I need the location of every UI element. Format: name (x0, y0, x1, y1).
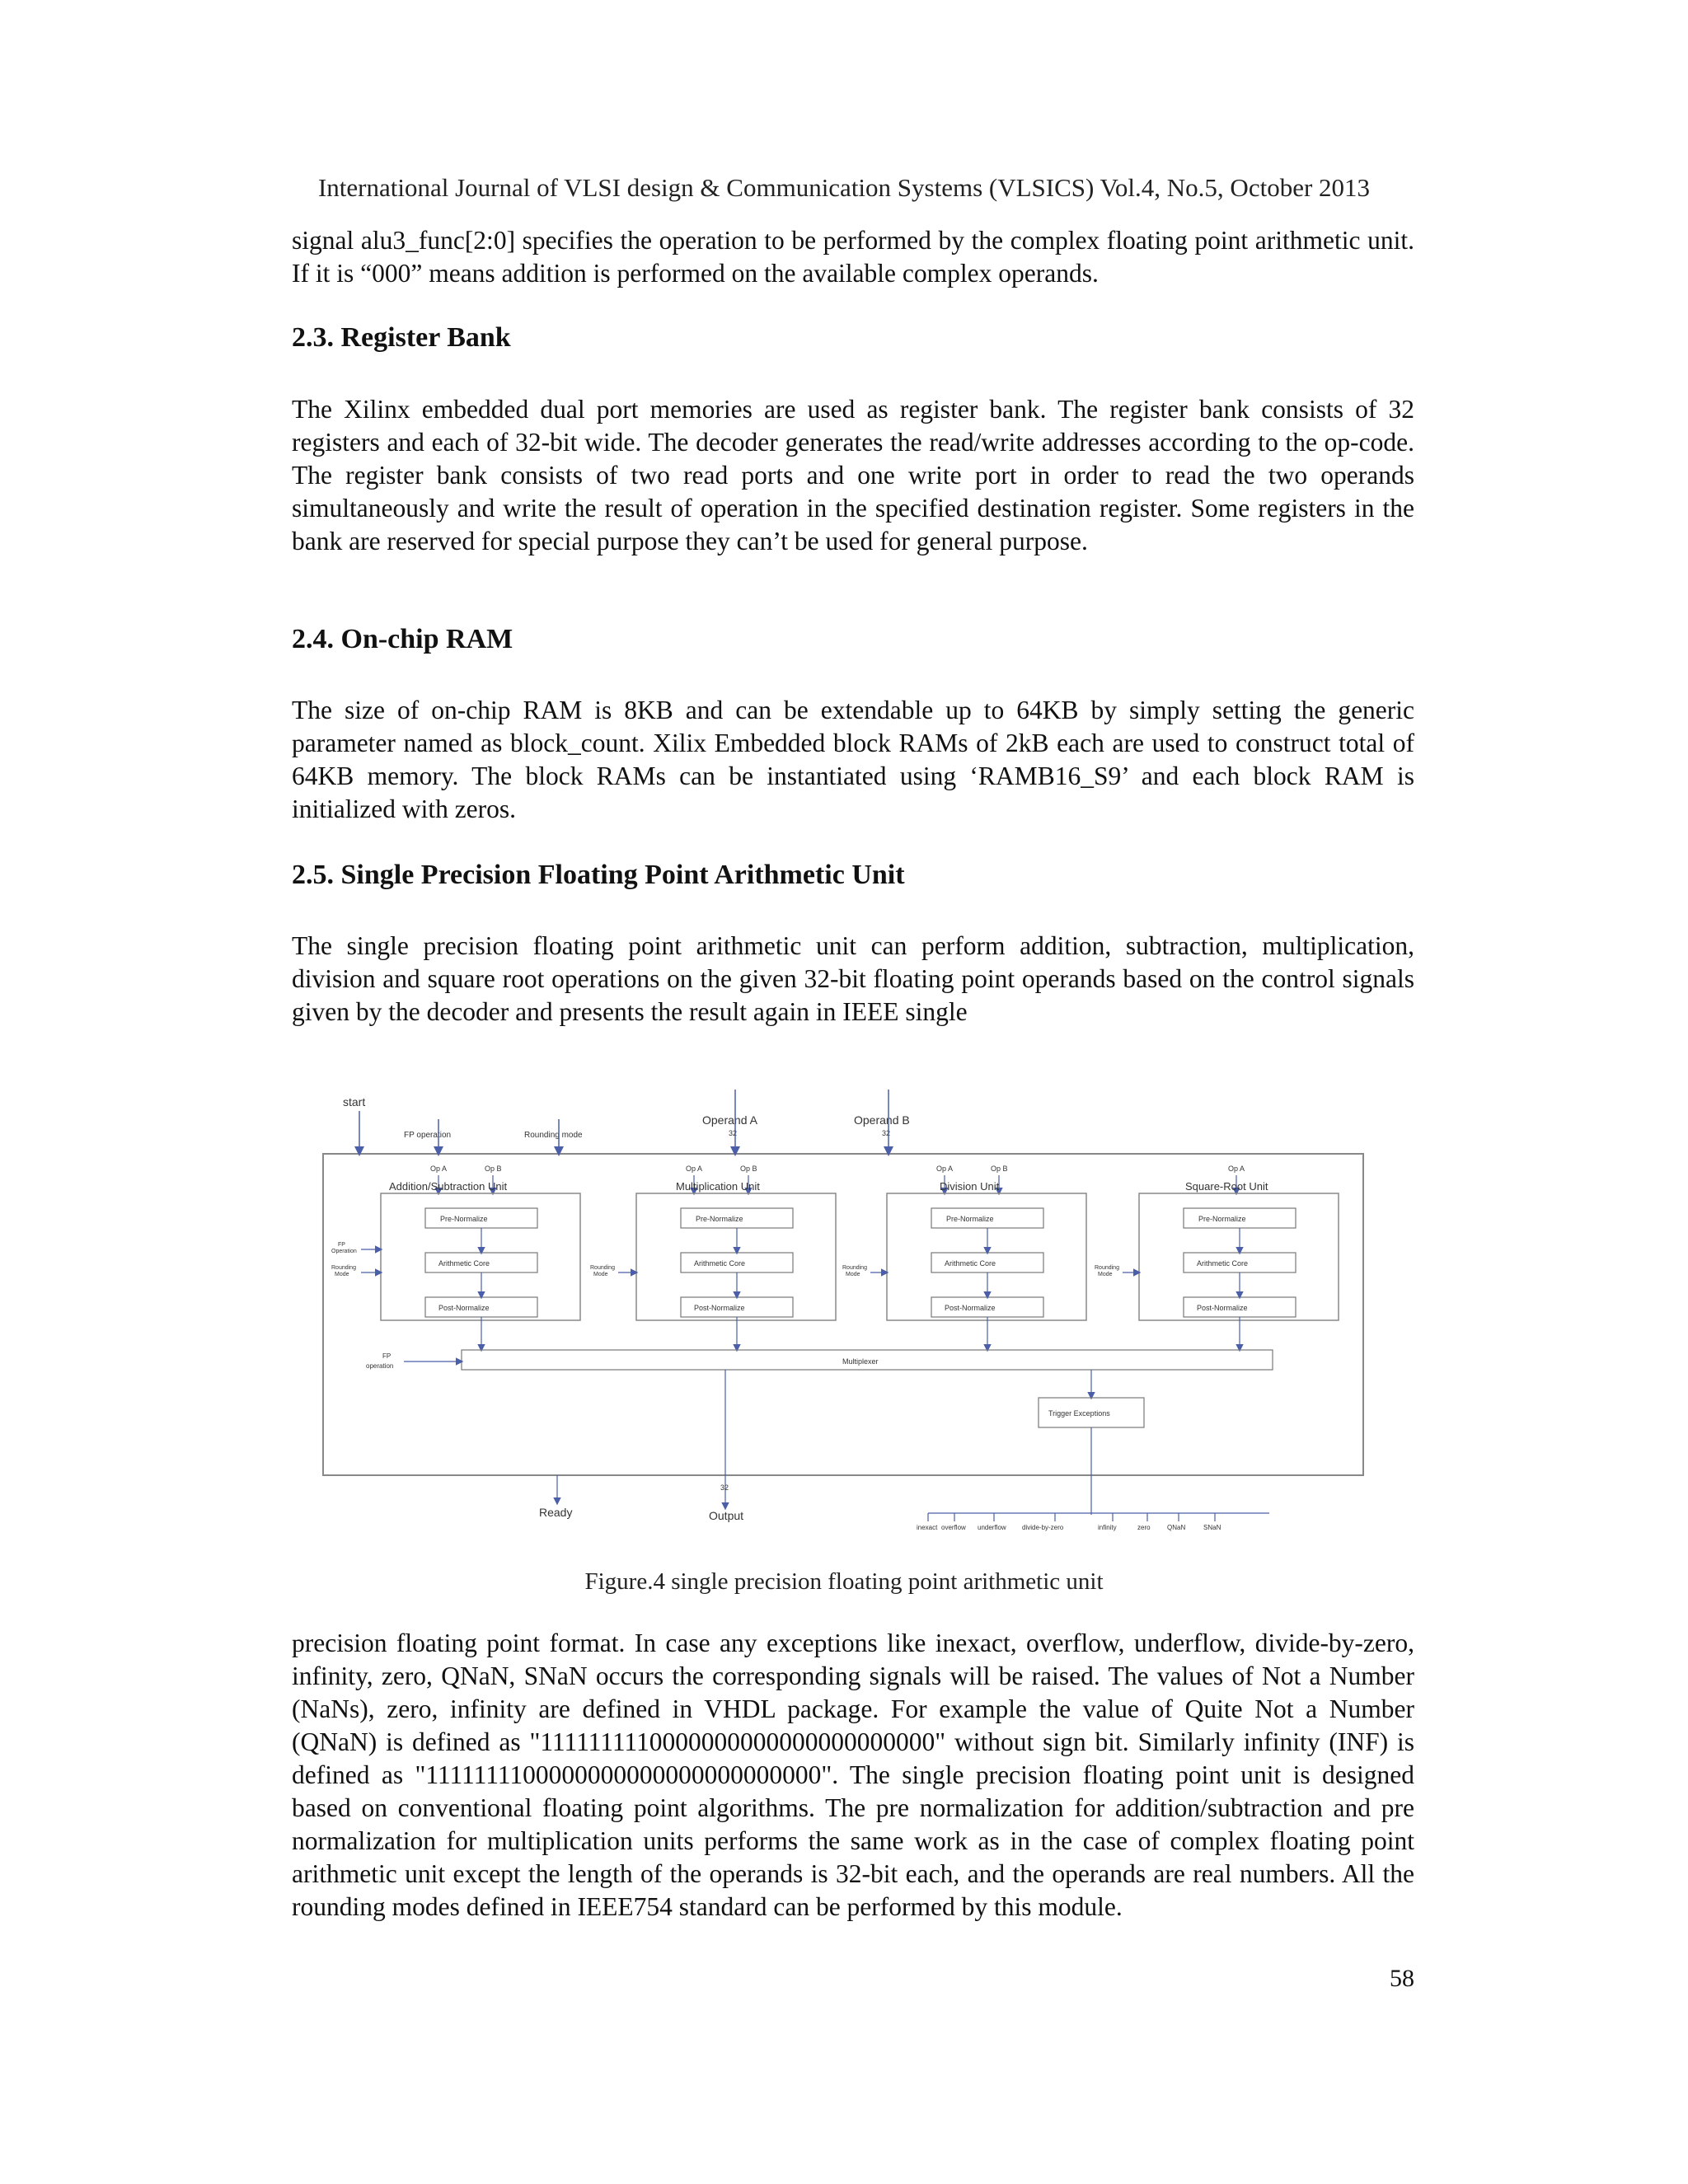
post-normalize-box: Post-Normalize (438, 1304, 490, 1312)
figure-caption: Figure.4 single precision floating point arithmetic unit (584, 1568, 1104, 1595)
mode-side-label: Mode (846, 1272, 860, 1277)
section-paragraph: The Xilinx embedded dual port memories are used as register bank. The register bank consists of 32 registers and each of 32-bit wide. The decoder generates the read/write addresses according to the op-code. The register bank consists of two read ports and one write port in order to read the two operands simultaneously and write the result of operation in the specified destination register. Some registers in the bank are reserved for special purpose they can’t be used for general purpose. (292, 395, 1414, 555)
op-a-label: Op A (936, 1165, 954, 1173)
closing-paragraph-block (292, 1627, 1414, 1924)
post-normalize-box: Post-Normalize (694, 1304, 745, 1312)
fp-side-label: FP (338, 1242, 345, 1248)
exception-inexact: inexact (917, 1524, 938, 1531)
unit-title: Division Unit (940, 1180, 1000, 1193)
exception-snan: SNaN (1203, 1524, 1221, 1531)
exception-divide-by-zero: divide-by-zero (1022, 1524, 1064, 1531)
unit-add-sub (331, 1165, 580, 1320)
section-heading: 2.4. On-chip RAM (292, 624, 513, 654)
fp-operation-label: FP operation (404, 1131, 452, 1140)
op-a-label: Op A (1228, 1165, 1245, 1173)
op-a-label: Op A (686, 1165, 703, 1173)
section-paragraph: The single precision floating point arithmetic unit can perform addition, subtraction, multiplication, division and square root operations on the given 32-bit floating point operands based on the control signals given by the decoder and presents the result again in IEEE single (292, 931, 1414, 1026)
post-normalize-box: Post-Normalize (945, 1304, 996, 1312)
op-b-label: Op B (485, 1165, 502, 1173)
arithmetic-core-box: Arithmetic Core (438, 1259, 490, 1268)
arithmetic-core-box: Arithmetic Core (1197, 1259, 1249, 1268)
fp-op-mux-label-2: operation (366, 1362, 394, 1370)
figure-fpu-diagram (313, 1086, 1376, 1531)
operand-b-label: Operand B (854, 1113, 910, 1127)
pre-normalize-box: Pre-Normalize (696, 1215, 743, 1223)
pre-normalize-box: Pre-Normalize (946, 1215, 994, 1223)
mode-side-label: Mode (335, 1272, 349, 1277)
output-label: Output (709, 1509, 744, 1522)
rounding-side-label: Rounding (842, 1265, 867, 1271)
section-sp-fpu (292, 859, 1414, 892)
section-heading: 2.3. Register Bank (292, 322, 511, 353)
intro-paragraph: signal alu3_func[2:0] specifies the operation to be performed by the complex floating point arithmetic unit. If it is “000” means addition is performed on the available complex operands. (292, 226, 1414, 288)
pre-normalize-box: Pre-Normalize (1198, 1215, 1246, 1223)
rounding-side-label: Rounding (331, 1265, 356, 1271)
journal-header: International Journal of VLSI design & Communication Systems (VLSICS) Vol.4, No.5, October 2013 (317, 173, 1371, 202)
arithmetic-core-box: Arithmetic Core (945, 1259, 996, 1268)
post-normalize-box: Post-Normalize (1197, 1304, 1248, 1312)
unit-title: Addition/Subtraction Unit (389, 1180, 508, 1193)
multiplexer-label: Multiplexer (842, 1357, 879, 1366)
operation-side-label: Operation (331, 1249, 357, 1254)
section-register-bank (292, 321, 1414, 354)
exception-infinity: infinity (1098, 1524, 1117, 1531)
section-heading: 2.5. Single Precision Floating Point Arithmetic Unit (292, 860, 905, 890)
mode-side-label: Mode (1098, 1272, 1113, 1277)
operand-a-label: Operand A (702, 1113, 757, 1127)
rounding-side-label: Rounding (590, 1265, 615, 1271)
section-on-chip-ram-body (292, 694, 1414, 826)
unit-square-root (1095, 1165, 1339, 1320)
outer-frame (323, 1154, 1363, 1475)
exception-overflow: overflow (941, 1524, 966, 1531)
unit-title: Square-Root Unit (1185, 1180, 1268, 1193)
intro-paragraph-block (292, 224, 1414, 290)
bus-width-b: 32 (882, 1129, 891, 1137)
ready-label: Ready (539, 1506, 573, 1519)
unit-multiplication (590, 1165, 836, 1320)
bus-width-a: 32 (729, 1129, 738, 1137)
rounding-side-label: Rounding (1095, 1265, 1119, 1271)
start-label: start (343, 1095, 366, 1108)
op-a-label: Op A (430, 1165, 448, 1173)
fp-op-mux-label-1: FP (382, 1352, 392, 1360)
op-b-label: Op B (740, 1165, 757, 1173)
page-number: 58 (1390, 1965, 1414, 1992)
mode-side-label: Mode (593, 1272, 608, 1277)
trigger-exceptions-label: Trigger Exceptions (1048, 1409, 1110, 1418)
fpu-block-diagram (313, 1086, 1376, 1531)
exception-qnan: QNaN (1167, 1524, 1186, 1531)
unit-division (842, 1165, 1086, 1320)
exception-zero: zero (1137, 1524, 1151, 1531)
section-register-bank-body (292, 393, 1414, 558)
exception-underflow: underflow (978, 1524, 1006, 1531)
op-b-label: Op B (991, 1165, 1008, 1173)
section-on-chip-ram (292, 623, 1414, 656)
pre-normalize-box: Pre-Normalize (440, 1215, 488, 1223)
output-width-label: 32 (720, 1483, 729, 1492)
closing-paragraph: precision floating point format. In case any exceptions like inexact, overflow, underflow, divide-by-zero, infinity, zero, QNaN, SNaN occurs the corresponding signals will be raised. The values of Not a Number (NaNs), zero, infinity are defined in VHDL package. For example the value of Quite Not a Number (QNaN) is defined as "1111111110000000000000000000000" without sign bit. Similarly infinity (INF) is defined as "1111111100000000000000000000000". The single precision floating point unit is designed based on conventional floating point algorithms. The pre normalization for addition/subtraction and pre normalization for multiplication units performs the same work as in the case of complex floating point arithmetic unit except the length of the operands is 32-bit each, and the operands are real numbers. All the rounding modes defined in IEEE754 standard can be performed by this module. (292, 1629, 1414, 1921)
arithmetic-core-box: Arithmetic Core (694, 1259, 746, 1268)
section-sp-fpu-body (292, 930, 1414, 1029)
unit-title: Multiplication Unit (676, 1180, 760, 1193)
rounding-mode-label: Rounding mode (524, 1131, 583, 1140)
section-paragraph: The size of on-chip RAM is 8KB and can be extendable up to 64KB by simply setting the generic parameter named as block_count. Xilix Embedded block RAMs of 2kB each are used to construct total of 64KB memory. The block RAMs can be instantiated using ‘RAMB16_S9’ and each block RAM is initialized with zeros. (292, 696, 1414, 823)
